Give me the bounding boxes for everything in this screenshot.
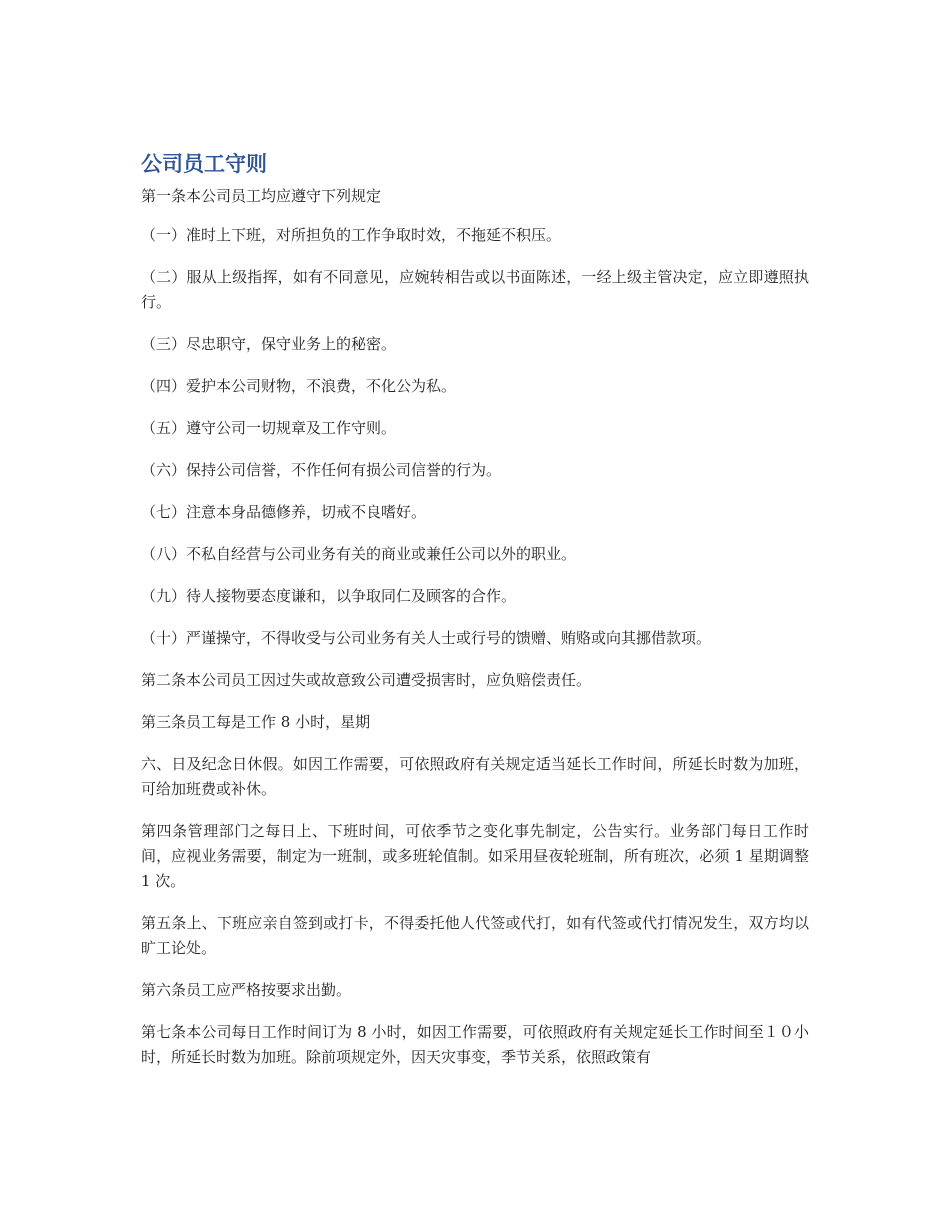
document-page — [141, 150, 809, 1087]
paragraph: （五）遵守公司一切规章及工作守则。 — [141, 419, 397, 437]
paragraph: （八）不私自经营与公司业务有关的商业或兼任公司以外的职业。 — [141, 545, 577, 563]
paragraph: 第一条本公司员工均应遵守下列规定 — [141, 187, 382, 205]
paragraph: （十）严谨操守，不得收受与公司业务有关人士或行号的馈赠、贿赂或向其挪借款项。 — [141, 629, 712, 647]
paragraph: （七）注意本身品德修养，切戒不良嗜好。 — [141, 503, 427, 521]
paragraph: 六、日及纪念日休假。如因工作需要，可依照政府有关规定适当延长工作时间，所延长时数为加班，可给加班费或补休。 — [141, 755, 809, 798]
paragraph: （六）保持公司信誉，不作任何有损公司信誉的行为。 — [141, 461, 502, 479]
paragraph: 第四条管理部门之每日上、下班时间，可依季节之变化事先制定，公告实行。业务部门每日工作时间，应视业务需要，制定为一班制，或多班轮值制。如采用昼夜轮班制，所有班次，必须 1 星期调整 1 次。 — [141, 822, 809, 890]
paragraph: 第五条上、下班应亲自签到或打卡，不得委托他人代签或代打，如有代签或代打情况发生，双方均以旷工论处。 — [141, 914, 809, 957]
paragraph: （一）准时上下班，对所担负的工作争取时效，不拖延不积压。 — [141, 226, 562, 244]
paragraph: （二）服从上级指挥，如有不同意见，应婉转相告或以书面陈述，一经上级主管决定，应立即遵照执行。 — [141, 268, 809, 311]
paragraph: （九）待人接物要态度谦和，以争取同仁及顾客的合作。 — [141, 587, 517, 605]
paragraph: （四）爱护本公司财物，不浪费，不化公为私。 — [141, 377, 457, 395]
document-title: 公司员工守则 — [141, 152, 267, 176]
paragraph: （三）尽忠职守，保守业务上的秘密。 — [141, 335, 397, 353]
paragraph: 第二条本公司员工因过失或故意致公司遭受损害时，应负赔偿责任。 — [141, 671, 592, 689]
paragraph: 第七条本公司每日工作时间订为 8 小时，如因工作需要，可依照政府有关规定延长工作时间至１０小时，所延长时数为加班。除前项规定外，因天灾事变，季节关系，依照政策有 — [141, 1023, 809, 1066]
paragraph: 第三条员工每是工作 8 小时，星期 — [141, 713, 371, 731]
paragraph: 第六条员工应严格按要求出勤。 — [141, 981, 352, 999]
